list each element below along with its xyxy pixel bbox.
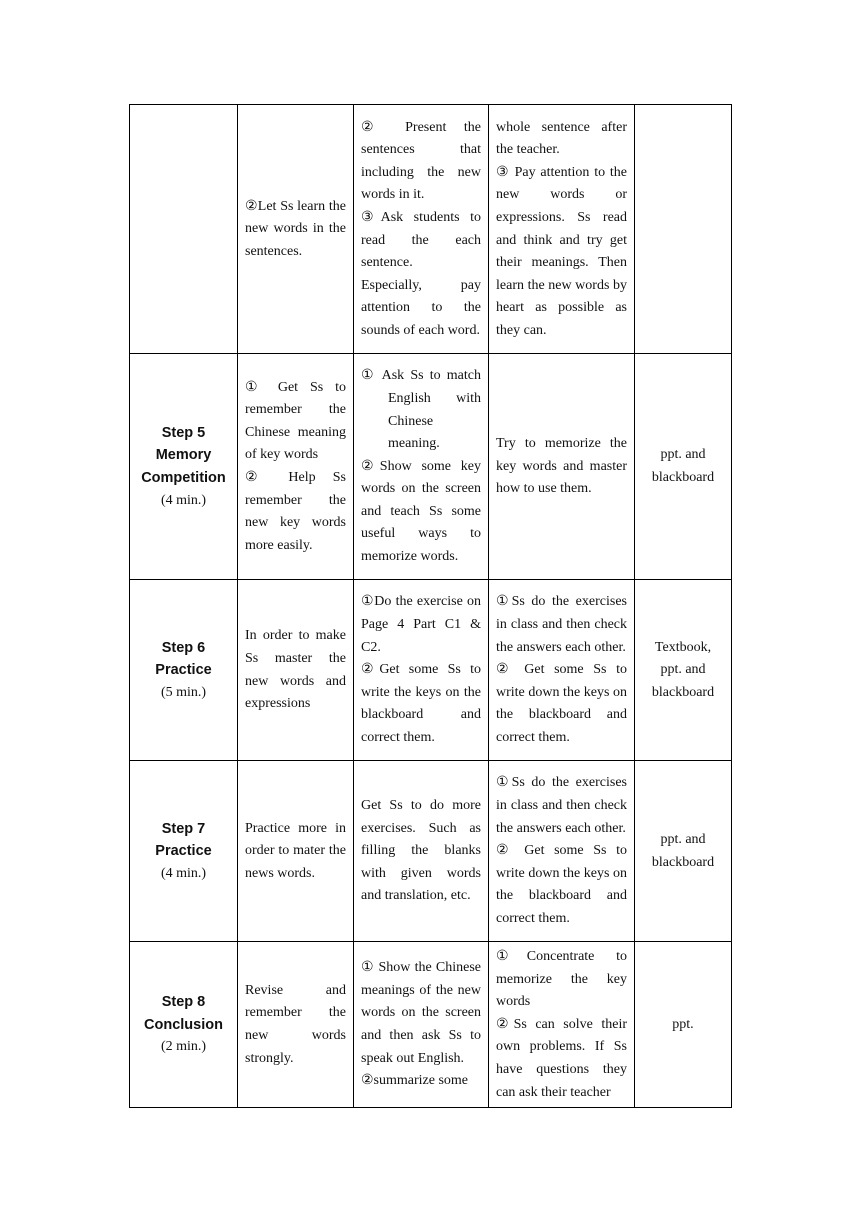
teaching-aids-cell (635, 942, 732, 1108)
student-text: ③ Pay attention to the new words or expressions. Ss read and think and try get their meanings. Then learn the new words by heart as possible as they can. (496, 164, 627, 338)
step-title: Step 6 (161, 639, 206, 656)
student-activity-cell (489, 942, 635, 1108)
student-text: ①Ss do the exercises in class and then check the answers each other. (496, 775, 627, 836)
step-title: Step 5 (161, 424, 206, 441)
aids-text: ppt. and (660, 831, 706, 847)
student-text: ② Get some Ss to write down the keys on the blackboard and correct them. (496, 843, 627, 926)
teacher-activity-cell (354, 942, 489, 1108)
teacher-text: Especially, pay attention to the sounds of each word. (361, 277, 481, 338)
step-duration: (4 min.) (160, 492, 207, 508)
objective-cell (238, 942, 354, 1108)
aids-text: blackboard (651, 470, 715, 485)
student-activity-cell (489, 354, 635, 580)
teacher-activity-cell (354, 580, 489, 761)
objective-text: In order to make Ss master the new words and expressions (245, 628, 346, 712)
objective-text: ① Get Ss to remember the Chinese meaning of key words (245, 379, 346, 463)
teacher-activity-cell (354, 105, 489, 354)
table-row (130, 105, 732, 354)
step-title: Practice (155, 843, 212, 860)
aids-text: blackboard (651, 854, 715, 870)
aids-text: ppt. and (660, 447, 706, 463)
aids-text: ppt. (672, 1016, 694, 1032)
student-activity-cell (489, 105, 635, 354)
table-row (130, 761, 732, 942)
teaching-aids-cell (635, 105, 732, 354)
student-activity-cell (489, 761, 635, 942)
objective-text: ② Help Ss remember the new key words more easily. (245, 470, 346, 553)
step-title: Memory (155, 447, 212, 464)
student-activity-cell (489, 580, 635, 761)
student-text: ② Get some Ss to write down the keys on the blackboard and correct them. (496, 662, 627, 745)
teacher-text: ①Do the exercise on Page 4 Part C1 & C2. (361, 594, 481, 655)
aids-text: blackboard (651, 684, 715, 700)
teacher-text: ②summarize some (361, 1073, 469, 1089)
teaching-aids-cell (635, 761, 732, 942)
student-text: ②Ss can solve their own problems. If Ss have questions they can ask their teacher (496, 1016, 627, 1100)
table-row (130, 942, 732, 1108)
teacher-text: ① Show the Chinese meanings of the new words on the screen and then ask Ss to speak out English. (361, 960, 481, 1066)
step-title: Step 7 (161, 820, 206, 837)
step-title: Competition (141, 470, 226, 486)
step-cell (130, 761, 238, 942)
step-duration: (5 min.) (160, 684, 207, 700)
teacher-text: ③Ask students to read the each sentence. (361, 209, 481, 271)
objective-cell (238, 354, 354, 580)
step-title: Practice (155, 662, 212, 679)
objective-text: ②Let Ss learn the new words in the sentences. (245, 198, 346, 259)
step-title: Step 8 (161, 994, 206, 1011)
teacher-activity-cell (354, 761, 489, 942)
teacher-text: ②Show some key words on the screen and teach Ss some useful ways to memorize words. (361, 458, 481, 565)
table-row (130, 354, 732, 580)
table-row (130, 580, 732, 761)
step-cell (130, 354, 238, 580)
step-duration: (4 min.) (160, 865, 207, 881)
student-text: Try to memorize the key words and master how to use them. (496, 436, 627, 497)
teacher-activity-cell (354, 354, 489, 580)
lesson-plan-table (129, 104, 732, 1108)
objective-text: Practice more in order to mater the news words. (245, 820, 346, 881)
teacher-text: ① Ask Ss to match English with Chinese meaning. (361, 368, 481, 452)
step-duration: (2 min.) (160, 1039, 207, 1055)
step-cell (130, 105, 238, 354)
step-cell (130, 942, 238, 1108)
objective-cell (238, 105, 354, 354)
aids-text: ppt. and (660, 662, 706, 678)
step-title: Conclusion (144, 1016, 223, 1033)
student-text: ①Ss do the exercises in class and then check the answers each other. (496, 594, 627, 655)
step-cell (130, 580, 238, 761)
teaching-aids-cell (635, 354, 732, 580)
teaching-aids-cell (635, 580, 732, 761)
student-text: ①Concentrate to memorize the key words (496, 949, 627, 1010)
aids-text: Textbook, (654, 639, 712, 655)
student-text: whole sentence after the teacher. (496, 119, 627, 158)
teacher-text: Get Ss to do more exercises. Such as filling the blanks with given words and translation, etc. (361, 798, 481, 904)
objective-cell (238, 580, 354, 761)
teacher-text: ②Get some Ss to write the keys on the blackboard and correct them. (361, 662, 481, 745)
objective-cell (238, 761, 354, 942)
teacher-text: ② Present the sentences that including the new words in it. (361, 119, 481, 203)
objective-text: Revise and remember the new words strongly. (245, 982, 346, 1066)
